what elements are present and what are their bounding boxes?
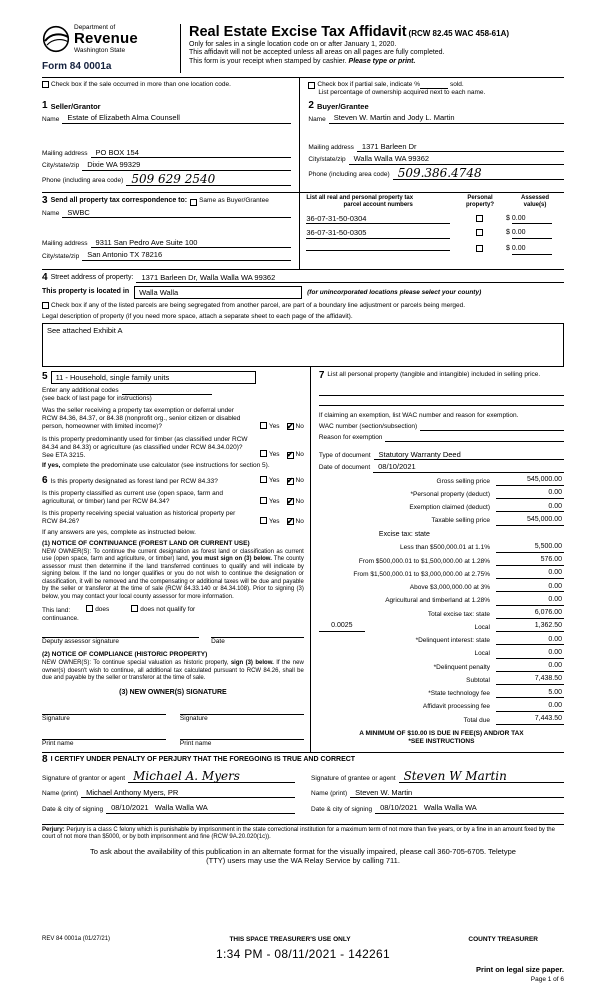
segregated-checkbox[interactable] xyxy=(42,302,49,309)
yes-label: Yes xyxy=(268,422,280,430)
section-8-number: 8 xyxy=(42,753,48,765)
exemption-deferral-question: Was the seller receiving a property tax exemption or deferral under RCW 84.36, 84.37, or 84.38 (nonprofit org., senior citizen or disabled person, homeowner with limited income)? xyxy=(42,407,241,431)
correspondence-csz-input[interactable]: San Antonio TX 78216 xyxy=(82,250,291,260)
exemption-reason-label: Reason for exemption xyxy=(318,433,383,441)
tax-line-row xyxy=(319,715,564,725)
exemption-reason-input[interactable] xyxy=(385,433,564,442)
tax-line-value[interactable]: 0.00 xyxy=(496,489,564,499)
perjury-statement: Perjury: Perjury is a class C felony which is punishable by imprisonment in the state correctional institution for a maximum term of not more than five years, or by a fine in an amount fixed by the court of not more than $5000, or by both imprisonment and fine (RCW 9A.20.020(1c)). xyxy=(42,824,564,842)
use-classification-column xyxy=(42,367,311,752)
seller-phone-label: Phone (including area code) xyxy=(42,177,124,185)
seller-phone-input[interactable]: 509 629 2540 xyxy=(126,173,291,186)
header-note-2: This affidavit will not be accepted unless all areas on all pages are fully completed. xyxy=(189,49,445,57)
partial-sale-label: Check box if partial sale, indicate % xyxy=(317,81,420,89)
agency-block xyxy=(42,24,180,73)
tax-line-row xyxy=(319,556,564,566)
dept-of-text: Department of xyxy=(74,24,116,31)
local-tax-value[interactable]: 1,362.50 xyxy=(496,622,564,632)
partial-sale-checkbox[interactable] xyxy=(308,82,315,89)
q-no-checkbox[interactable]: ✔ xyxy=(286,421,294,431)
timber-agriculture-question: Is this property predominantly used for timber (as classified under RCW 84.34 and 84.33) or agriculture (as classified under RCW 84.34.020)? See ETA 3215. xyxy=(42,435,248,459)
tax-line-row xyxy=(319,636,564,646)
tax-line-row xyxy=(319,675,564,685)
if-yes-bold: If yes, xyxy=(42,461,61,469)
legal-description-box[interactable] xyxy=(42,323,564,367)
grantor-signature[interactable]: Michael A. Myers xyxy=(128,770,295,783)
grantor-sign-date: 08/10/2021 xyxy=(111,803,149,813)
print-name-label: Print name xyxy=(42,739,74,747)
parcel-table-header: List all real and personal property tax parcel account numbers Personal property? Assessed value(s) xyxy=(306,195,564,210)
tax-line-value[interactable]: 545,000.00 xyxy=(496,476,564,486)
tax-line-label: Subtotal xyxy=(466,676,490,684)
local-label: Local xyxy=(474,623,490,631)
additional-codes-input[interactable] xyxy=(122,386,212,395)
seller-name-input[interactable]: Estate of Elizabeth Alma Counsell xyxy=(62,113,291,123)
tax-line-label: From $1,500,000.01 to $3,000,000.00 at 2.75% xyxy=(353,570,490,578)
tax-line-row xyxy=(319,476,564,486)
tax-line-value[interactable]: 6,076.00 xyxy=(496,609,564,619)
personal-property-list-line[interactable] xyxy=(319,396,564,406)
seller-name-label: Name xyxy=(42,115,60,123)
dollar-sign: $ xyxy=(506,229,510,237)
correspondence-address-input[interactable]: 9311 San Pedro Ave Suite 100 xyxy=(91,238,292,248)
parcel-table xyxy=(300,193,564,269)
grantee-datecity-input[interactable] xyxy=(375,803,564,813)
tax-line-value[interactable]: 0.00 xyxy=(496,649,564,659)
tax-line-label: Agricultural and timberland at 1.28% xyxy=(385,597,490,605)
assessed-value-input[interactable]: 0.00 xyxy=(512,215,552,225)
tax-line-label: *Delinquent interest: state xyxy=(415,637,490,645)
q-yes-checkbox[interactable] xyxy=(260,476,267,483)
excise-tax-state-heading: Excise tax: state xyxy=(378,530,430,538)
tax-line-value[interactable]: 7,443.50 xyxy=(496,715,564,725)
parcel-row xyxy=(306,243,564,255)
q-no-checkbox[interactable]: ✔ xyxy=(286,496,294,506)
tax-line-value[interactable]: 545,000.00 xyxy=(496,516,564,526)
multi-location-checkbox[interactable] xyxy=(42,81,49,88)
correspondence-parcels-row xyxy=(42,192,564,269)
seller-address-input[interactable]: PO BOX 154 xyxy=(91,148,292,158)
print-name-label: Print name xyxy=(179,739,212,747)
buyer-heading: Buyer/Grantee xyxy=(316,102,369,112)
grantor-signature-label: Signature of grantor or agent xyxy=(42,774,126,782)
deputy-assessor-label: Deputy assessor signature xyxy=(42,638,119,646)
assessed-value-col-header: Assessed xyxy=(520,194,550,201)
same-as-buyer-checkbox[interactable] xyxy=(190,199,197,206)
tax-line-label: Local xyxy=(474,650,490,658)
tax-line-value[interactable]: 0.00 xyxy=(496,596,564,606)
tax-line-label: Gross selling price xyxy=(436,477,490,485)
personal-property-list-label: List all personal property (tangible and intangible) included in selling price. xyxy=(327,370,541,378)
located-in-label: This property is located in xyxy=(42,288,130,296)
tax-line-value[interactable]: 0.00 xyxy=(496,702,564,712)
personal-property-checkbox[interactable] xyxy=(476,245,483,252)
street-address-input[interactable]: 1371 Barleen Dr, Walla Walla WA 99362 xyxy=(136,273,564,283)
grantee-signature[interactable]: Steven W Martin xyxy=(399,770,564,783)
if-any-yes-note: If any answers are yes, complete as instructed below. xyxy=(42,528,196,536)
alternate-format-note: To ask about the availability of this publication in an alternate format for the visually impaired, please call 360-705-6705. Teletype (TTY) users may use the WA Relay Service by calling 711. xyxy=(90,846,516,866)
tax-line-label: Total due xyxy=(463,716,490,724)
document-type-input[interactable]: Statutory Warranty Deed xyxy=(374,450,565,460)
notice-continuance-title: (1) NOTICE OF CONTINUANCE (FOREST LAND OR CURRENT USE) xyxy=(42,539,250,547)
no-label: No xyxy=(295,477,304,485)
section-7-header xyxy=(319,371,564,381)
header-note-1: Only for sales in a single location code on or after January 1, 2020. xyxy=(189,40,397,48)
parcel-row xyxy=(306,228,564,239)
tax-line-row xyxy=(319,569,564,579)
treasurer-space-label: THIS SPACE TREASURER'S USE ONLY xyxy=(229,936,351,943)
yes-label: Yes xyxy=(268,497,280,505)
perjury-lead: Perjury: xyxy=(42,826,65,833)
correspondence-address-label: Mailing address xyxy=(42,240,88,248)
tax-line-label: Less than $500,000.01 at 1.1% xyxy=(400,544,490,552)
new-owner-printname-line[interactable] xyxy=(180,730,304,740)
tax-line-label: *Delinquent penalty xyxy=(433,663,490,671)
new-owners-signature-title: (3) NEW OWNER(S) SIGNATURE xyxy=(119,688,227,696)
does-label: does xyxy=(95,606,110,614)
rev-number: REV 84 0001a (01/27/21) xyxy=(42,936,111,942)
tax-line-row xyxy=(319,543,564,553)
minimum-due-note: A MINIMUM OF $10.00 IS DUE IN FEE(S) AND/OR TAX xyxy=(359,729,524,737)
grantor-sign-city: Walla Walla WA xyxy=(154,803,208,813)
document-date-label: Date of document xyxy=(318,464,371,472)
tax-line-value[interactable]: 0.00 xyxy=(496,662,564,672)
wac-number-input[interactable] xyxy=(420,422,564,431)
tax-line-row xyxy=(319,689,564,699)
notice-continuance-body: NEW OWNER(S): To continue the current designation as forest land or classification as current use (open space, farm and agriculture, or timber) land, you must sign on (3) below. The county assessor must then determine if the land transferred continues to qualify and will indicate by signing below. If the land no longer qualifies or you do not wish to continue the designation or classification, it will be removed and the compensating or additional taxes will be due and payable by the seller or transferor at the time of sale (RCW 84.33.140 or 84.34.108). Prior to signing (3) below, you may contact your local county assessor for more information. xyxy=(42,548,304,600)
historic-property-question: Is this property receiving special valuation as historical property per RCW 84.26? xyxy=(42,510,236,526)
grantee-signature-label: Signature of grantee or agent xyxy=(311,774,396,782)
tax-line-row xyxy=(319,662,564,672)
correspondence-name-input[interactable]: SWBC xyxy=(62,208,291,218)
section-7-number: 7 xyxy=(318,369,325,381)
section-4-number: 4 xyxy=(42,272,48,284)
section-3-number: 3 xyxy=(42,194,48,206)
partial-sale-percent-input[interactable] xyxy=(420,81,448,89)
correspondence-section xyxy=(42,193,300,269)
section-6-number: 6 xyxy=(42,475,48,487)
buyer-section xyxy=(300,99,564,191)
grantor-grantee-row xyxy=(42,99,564,191)
certification-heading: I CERTIFY UNDER PENALTY OF PERJURY THAT THE FOREGOING IS TRUE AND CORRECT xyxy=(50,756,356,764)
dollar-sign: $ xyxy=(506,245,510,253)
personal-property-col-header: Personal xyxy=(467,194,493,201)
q-yes-checkbox[interactable] xyxy=(260,422,267,429)
title-block xyxy=(180,24,564,73)
parcel-number-input[interactable]: 36-07-31-50-0304 xyxy=(306,214,450,224)
buyer-phone-input[interactable]: 509.386.4748 xyxy=(393,167,564,180)
form-header xyxy=(42,24,564,73)
tax-line-label: Total excise tax: state xyxy=(427,610,490,618)
tax-line-row xyxy=(319,503,564,513)
grantor-datecity-input[interactable] xyxy=(106,803,295,813)
tax-line-value[interactable]: 0.00 xyxy=(496,503,564,513)
tax-line-row xyxy=(319,596,564,606)
form-number: Form 84 0001a xyxy=(42,60,112,72)
correspondence-heading: Send all property tax correspondence to: xyxy=(50,196,188,204)
tax-line-label: From $500,000.01 to $1,500,000.00 at 1.28% xyxy=(358,557,490,565)
does-qualify-checkbox[interactable] xyxy=(86,605,93,612)
form-title: Real Estate Excise Tax Affidavit xyxy=(189,24,407,40)
dor-logo xyxy=(42,25,70,53)
tax-line-value[interactable]: 576.00 xyxy=(496,556,564,566)
q-no-checkbox[interactable]: ✔ xyxy=(286,516,294,526)
new-owner-printname-line[interactable] xyxy=(42,730,166,740)
land-use-code-select[interactable]: 11 - Household, single family units xyxy=(51,371,256,384)
grantee-certification xyxy=(311,768,564,814)
tax-line-value[interactable]: 5.00 xyxy=(496,689,564,699)
seller-heading: Seller/Grantor xyxy=(50,102,101,112)
page-footer xyxy=(42,936,564,984)
personal-property-checkbox[interactable] xyxy=(476,215,483,222)
tax-line-row xyxy=(319,609,564,619)
yes-label: Yes xyxy=(268,517,280,525)
exemption-note: If claiming an exemption, list WAC number and reason for exemption. xyxy=(318,411,519,419)
treasurer-stamp: 1:34 PM - 08/11/2021 - 142261 xyxy=(216,947,390,962)
grantor-printname-label: Name (print) xyxy=(42,790,79,798)
seller-section xyxy=(42,99,300,191)
see-back-note: (see back of last page for instructions) xyxy=(42,395,152,403)
seller-csz-label: City/state/zip xyxy=(42,162,80,170)
grantee-sign-city: Walla Walla WA xyxy=(423,803,477,813)
local-rate-value[interactable]: 0.0025 xyxy=(319,622,365,632)
certification-section xyxy=(42,752,564,819)
mid-columns xyxy=(42,367,564,752)
if-yes-note: complete the predominate use calculator (see instructions for section 5). xyxy=(60,461,270,469)
buyer-csz-label: City/state/zip xyxy=(308,156,346,164)
q-no-checkbox[interactable]: ✔ xyxy=(286,476,294,486)
tax-line-value[interactable]: 0.00 xyxy=(496,583,564,593)
parcel-row xyxy=(306,214,564,225)
seller-csz-input[interactable]: Dixie WA 99329 xyxy=(82,160,291,170)
deputy-assessor-signature-line[interactable] xyxy=(42,628,199,638)
legal-description-label: Legal description of property (if you need more space, attach a separate sheet to each page of the affidavit). xyxy=(42,312,353,320)
tax-line-row xyxy=(319,583,564,593)
see-instructions-note: *SEE INSTRUCTIONS xyxy=(408,737,475,745)
same-as-buyer-label: Same as Buyer/Grantee xyxy=(199,197,269,205)
county-treasurer-label: COUNTY TREASURER xyxy=(468,936,538,943)
tax-line-row xyxy=(319,702,564,712)
q-yes-checkbox[interactable] xyxy=(260,450,267,457)
signature-label: Signature xyxy=(179,714,208,722)
no-label: No xyxy=(295,517,304,525)
document-date-input[interactable]: 08/10/2021 xyxy=(373,462,564,472)
new-owner-printname-row xyxy=(42,730,304,748)
tax-line-label: *Personal property (deduct) xyxy=(410,490,490,498)
legal-description-text: See attached Exhibit A xyxy=(47,325,123,335)
current-use-question: Is this property classified as current use (open space, farm and agricultural, or timber) land per RCW 84.34? xyxy=(42,490,224,506)
revenue-text: Revenue xyxy=(74,30,138,48)
additional-codes-label: Enter any additional codes xyxy=(42,386,119,394)
buyer-phone-label: Phone (including area code) xyxy=(308,171,390,179)
this-land-label: This land: xyxy=(42,606,71,614)
yes-label: Yes xyxy=(268,451,280,459)
legal-size-note: Print on legal size paper. xyxy=(476,965,564,975)
assessed-value-input[interactable]: 0.00 xyxy=(512,229,552,239)
no-label: No xyxy=(295,451,304,459)
tax-line-row xyxy=(319,489,564,499)
buyer-address-input[interactable]: 1371 Barleen Dr xyxy=(357,142,564,152)
q-no-checkbox[interactable]: ✔ xyxy=(286,450,294,460)
segregated-label: Check box if any of the listed parcels are being segregated from another parcel, are part of a boundary line adjustment or parcels being merged. xyxy=(51,302,466,310)
tax-line-label: Above $3,000,000.00 at 3% xyxy=(409,584,490,592)
new-owner-signature-line[interactable] xyxy=(180,705,304,715)
tax-line-row xyxy=(319,516,564,526)
tax-line-label: Affidavit processing fee xyxy=(422,703,490,711)
tax-line-label: Taxable selling price xyxy=(431,517,490,525)
grantee-sign-date: 08/10/2021 xyxy=(380,803,418,813)
deputy-assessor-row xyxy=(42,628,304,646)
buyer-name-label: Name xyxy=(308,115,326,123)
tax-line-row xyxy=(319,649,564,659)
type-or-print-note: Please type or print. xyxy=(348,58,416,66)
buyer-name-input[interactable]: Steven W. Martin and Jody L. Martin xyxy=(329,113,564,123)
notice-compliance-title: (2) NOTICE OF COMPLIANCE (HISTORIC PROPERTY) xyxy=(42,651,208,659)
seller-address-label: Mailing address xyxy=(42,150,88,158)
buyer-csz-input[interactable]: Walla Walla WA 99362 xyxy=(349,154,564,164)
grantee-printname-input[interactable]: Steven W. Martin xyxy=(350,788,564,798)
new-owner-signature-row xyxy=(42,705,304,723)
section-5-number: 5 xyxy=(42,371,48,383)
multi-location-label: Check box if the sale occurred in more than one location code. xyxy=(51,81,231,89)
header-note-3: This form is your receipt when stamped by cashier. xyxy=(189,58,347,66)
buyer-address-label: Mailing address xyxy=(308,144,354,152)
does-not-qualify-checkbox[interactable] xyxy=(131,605,138,612)
street-address-label: Street address of property: xyxy=(50,274,134,282)
parcel-number-input[interactable]: 36-07-31-50-0305 xyxy=(306,228,450,238)
ownership-percent-note: List percentage of ownership acquired next to each name. xyxy=(318,89,486,97)
correspondence-csz-label: City/state/zip xyxy=(42,252,80,260)
tax-line-value[interactable]: 5,500.00 xyxy=(496,543,564,553)
q-yes-checkbox[interactable] xyxy=(260,517,267,524)
yes-label: Yes xyxy=(268,477,280,485)
page-number: Page 1 of 6 xyxy=(530,975,564,983)
notice-compliance-body: NEW OWNER(S): To continue special valuation as historic property, sign (3) below. If the new owner(s) doesn't wish to continue, all additional tax calculated pursuant to RCW 84.26, shall be due and payable by the seller or transferor at the time of sale. xyxy=(42,660,304,682)
continuance-label: continuance. xyxy=(42,615,79,623)
personal-property-checkbox[interactable] xyxy=(476,229,483,236)
deputy-date-label: Date xyxy=(211,638,225,646)
personal-property-list-line[interactable] xyxy=(319,386,564,396)
tax-line-value[interactable]: 0.00 xyxy=(496,569,564,579)
grantor-datecity-label: Date & city of signing xyxy=(42,805,104,813)
new-owner-signature-line[interactable] xyxy=(42,705,166,715)
correspondence-name-label: Name xyxy=(42,209,60,217)
dollar-sign: $ xyxy=(506,214,510,222)
tax-line-label: *State technology fee xyxy=(428,690,490,698)
tax-computation-column xyxy=(311,367,564,752)
forest-land-question: Is this property designated as forest land per RCW 84.33? xyxy=(50,477,218,485)
grantor-certification xyxy=(42,768,295,814)
parcel-number-input[interactable] xyxy=(306,243,450,251)
property-section xyxy=(42,269,564,367)
tax-line-value[interactable]: 7,438.50 xyxy=(496,675,564,685)
does-not-label: does not qualify for xyxy=(140,606,196,614)
parcel-col-header: List all real and personal property tax xyxy=(306,194,414,201)
wac-number-label: WAC number (section/subsection) xyxy=(318,422,418,430)
document-type-label: Type of document xyxy=(318,452,371,460)
tax-line-label: Exemption claimed (deduct) xyxy=(409,504,490,512)
q-yes-checkbox[interactable] xyxy=(260,497,267,504)
grantee-printname-label: Name (print) xyxy=(311,790,348,798)
no-label: No xyxy=(295,497,304,505)
top-checkboxes xyxy=(42,77,564,99)
washington-state-text: Washington State xyxy=(74,47,126,55)
sold-label: sold. xyxy=(449,81,464,89)
no-label: No xyxy=(295,422,304,430)
located-in-select[interactable]: Walla Walla xyxy=(134,286,302,299)
grantee-datecity-label: Date & city of signing xyxy=(311,805,373,813)
tax-line-value[interactable]: 0.00 xyxy=(496,636,564,646)
section-1-number: 1 xyxy=(42,100,48,112)
rcw-reference: (RCW 82.45 WAC 458-61A) xyxy=(408,29,510,38)
grantor-printname-input[interactable]: Michael Anthony Myers, PR xyxy=(81,788,295,798)
local-tax-row xyxy=(319,622,564,632)
unincorporated-note: (for unincorporated locations please select your county) xyxy=(307,288,482,296)
section-2-number: 2 xyxy=(308,100,314,112)
signature-label: Signature xyxy=(42,714,70,722)
deputy-date-line[interactable] xyxy=(211,628,304,638)
section-5-header xyxy=(42,371,304,384)
assessed-value-input[interactable]: 0.00 xyxy=(512,245,552,255)
